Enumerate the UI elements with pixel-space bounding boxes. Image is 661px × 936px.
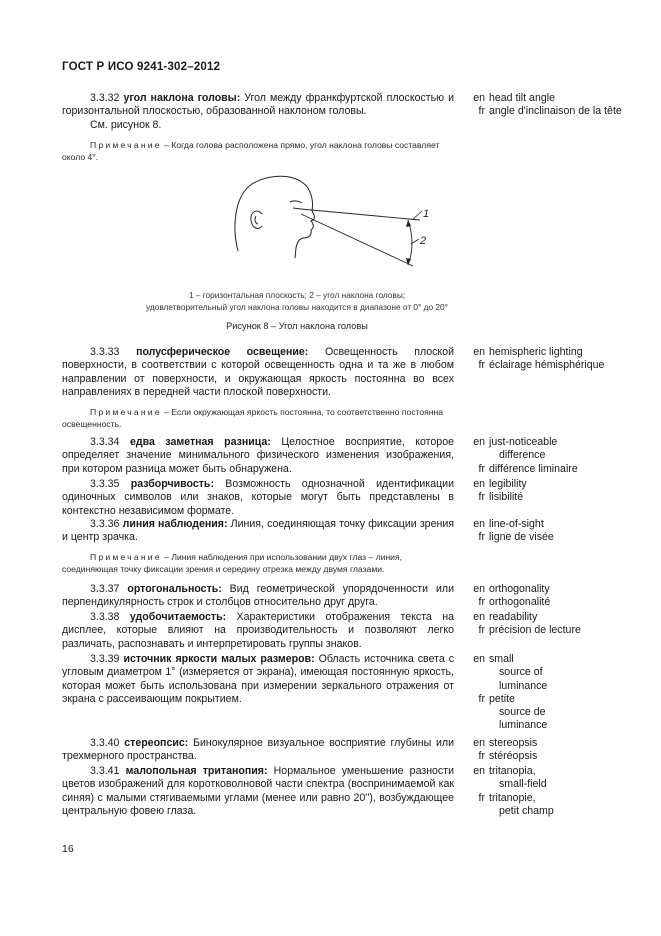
equivalents-3-3-39: en small source of luminance fr petite source de luminance bbox=[466, 653, 626, 733]
note-label: Примечание bbox=[90, 140, 162, 150]
entry-number: 3.3.41 bbox=[90, 765, 120, 777]
fr-term: stéréopsis bbox=[489, 750, 538, 763]
fr-term: précision de lecture bbox=[489, 624, 581, 637]
entry-number: 3.3.39 bbox=[90, 653, 120, 665]
fr-term: orthogonalité bbox=[489, 596, 551, 609]
entry-3-3-37 bbox=[62, 583, 454, 610]
en-term: orthogonality bbox=[489, 583, 550, 595]
page-number: 16 bbox=[62, 843, 74, 855]
head-profile-drawing bbox=[235, 176, 314, 258]
head-tilt-line bbox=[301, 214, 413, 266]
entry-3-3-41 bbox=[62, 765, 454, 818]
entry-term: удобочитаемость: bbox=[129, 611, 227, 623]
figure-legend bbox=[62, 290, 532, 313]
en-term-continued: small-field bbox=[499, 778, 547, 791]
entry-3-3-39 bbox=[62, 653, 454, 706]
equivalents-3-3-37: en orthogonality fr orthogonalité bbox=[466, 583, 626, 610]
en-term: line-of-sight bbox=[489, 518, 544, 530]
figure-legend-line-2: удовлетворительный угол наклона головы находится в диапазоне от 0° до 20° bbox=[146, 301, 448, 312]
entry-number: 3.3.40 bbox=[90, 737, 120, 749]
entry-term: едва заметная разница: bbox=[129, 436, 271, 448]
entry-definition: Характеристики отображения текста на дисплее, которые влияют на производительность и позволяют легко различать, распознавать и интерпретировать группы знаков. bbox=[62, 611, 454, 650]
entry-3-3-35 bbox=[62, 478, 454, 518]
note-label: Примечание bbox=[90, 407, 162, 417]
fr-term: petite bbox=[489, 692, 515, 705]
page-header: ГОСТ Р ИСО 9241-302–2012 bbox=[62, 61, 221, 73]
en-term-continued: luminance bbox=[499, 679, 548, 692]
en-term: tritanopia, bbox=[489, 765, 536, 777]
leader-line-1 bbox=[412, 211, 422, 220]
fr-term-continued: luminance bbox=[499, 719, 548, 732]
entry-number: 3.3.34 bbox=[90, 436, 120, 448]
en-term: stereopsis bbox=[489, 737, 538, 749]
entry-term: угол наклона головы: bbox=[123, 92, 241, 104]
entry-number: 3.3.38 bbox=[90, 611, 120, 623]
entry-3-3-32 bbox=[62, 92, 454, 132]
entry-number: 3.3.37 bbox=[90, 583, 120, 595]
entry-definition: Область источника света с угловым диаметром 1° (измеряется от экрана), имеющая постоянную яркость, которая может быть использована при измерении зеркального отражения от экрана с рассеивающим покрытием. bbox=[62, 653, 455, 705]
en-term-continued: source of bbox=[499, 666, 543, 679]
entry-term: ортогональность: bbox=[127, 583, 222, 595]
en-term: small bbox=[489, 653, 514, 665]
head-tilt-figure bbox=[190, 166, 450, 286]
entry-term: линия наблюдения: bbox=[122, 518, 228, 530]
entry-3-3-36 bbox=[62, 518, 454, 545]
en-term-continued: difference bbox=[499, 449, 546, 462]
en-term: readability bbox=[489, 611, 538, 623]
figure-legend-line-1: 1 – горизонтальная плоскость; 2 – угол наклона головы; bbox=[188, 290, 406, 300]
figure-label-1: 1 bbox=[423, 208, 430, 220]
equivalents-3-3-38: en readability fr précision de lecture bbox=[466, 611, 626, 638]
entry-term: разборчивость: bbox=[130, 478, 214, 490]
equivalents-3-3-40: en stereopsis fr stéréopsis bbox=[466, 737, 626, 764]
fr-term: tritanopie, bbox=[489, 791, 536, 804]
en-term: just-noticeable bbox=[489, 436, 558, 448]
entry-term: малопольная тританопия: bbox=[125, 765, 268, 777]
entry-number: 3.3.36 bbox=[90, 518, 120, 530]
entry-definition: Вид геометрической упорядоченности или перпендикулярность строк и столбцов относительно друг друга. bbox=[62, 583, 454, 609]
entry-term: источник яркости малых размеров: bbox=[123, 653, 315, 665]
entry-definition: Возможность однозначной идентификации одиночных символов или знаков, которые могут быть представлены в контекстно независимом формате. bbox=[62, 478, 454, 517]
arc-arrow-top bbox=[406, 220, 411, 227]
equivalents-3-3-35: en legibility fr lisibilité bbox=[466, 478, 626, 505]
equivalents-3-3-36: en line-of-sight fr ligne de visée bbox=[466, 518, 626, 545]
entry-3-3-34 bbox=[62, 436, 454, 476]
fr-term: angle d'inclinaison de la tête bbox=[489, 105, 622, 118]
note-text: Если окружающая яркость постоянна, то соответственно постоянна освещенность. bbox=[62, 407, 444, 429]
fr-term-continued: source de bbox=[499, 706, 546, 719]
tilt-angle-arc bbox=[408, 220, 412, 265]
equivalents-3-3-34: en just-noticeable difference fr différence liminaire bbox=[466, 436, 626, 476]
note-text: Когда голова расположена прямо, угол наклона головы составляет около 4°. bbox=[62, 140, 440, 162]
note-label: Примечание bbox=[90, 552, 162, 562]
entry-reference: См. рисунок 8. bbox=[90, 118, 162, 131]
note-3-3-32: Примечание – Когда голова расположена прямо, угол наклона головы составляет около 4°. bbox=[62, 140, 440, 162]
entry-definition: Целостное восприятие, которое определяет значение минимального физического изменения изображения, при котором разница может быть обнаружена. bbox=[62, 436, 454, 475]
equivalents-3-3-33: en hemispheric lighting fr éclairage hémisphérique bbox=[466, 346, 626, 373]
en-term: hemispheric lighting bbox=[489, 346, 583, 358]
note-3-3-33: Примечание – Если окружающая яркость постоянна, то соответственно постоянна освещенность. bbox=[62, 407, 444, 429]
note-3-3-36: Примечание – Линия наблюдения при использовании двух глаз – линия, соединяющая точку фиксации зрения и середину отрезка между двумя глазами. bbox=[62, 552, 403, 574]
entry-3-3-40 bbox=[62, 737, 454, 764]
horizontal-plane-line bbox=[301, 209, 420, 220]
figure-title: Рисунок 8 – Угол наклона головы bbox=[226, 321, 368, 331]
entry-definition: Линия, соединяющая точку фиксации зрения и центр зрачка. bbox=[62, 518, 454, 544]
equivalents-3-3-32: en head tilt angle fr angle d'inclinaison de la tête bbox=[466, 92, 626, 119]
en-term: legibility bbox=[489, 478, 527, 490]
entry-term: стереопсис: bbox=[124, 737, 189, 749]
en-term: head tilt angle bbox=[489, 92, 555, 104]
entry-definition: Угол между франкфуртской плоскостью и горизонтальной плоскостью, образованной наклоном головы. bbox=[62, 92, 454, 118]
equivalents-3-3-41: en tritanopia, small-field fr tritanopie, petit champ bbox=[466, 765, 626, 818]
fr-term: ligne de visée bbox=[489, 531, 554, 544]
fr-term: lisibilité bbox=[489, 491, 524, 504]
fr-term-continued: petit champ bbox=[499, 804, 554, 817]
note-text: Линия наблюдения при использовании двух глаз – линия, соединяющая точку фиксации зрения и середину отрезка между двумя глазами. bbox=[62, 552, 403, 574]
entry-3-3-38 bbox=[62, 611, 454, 651]
entry-3-3-33 bbox=[62, 346, 454, 399]
entry-number: 3.3.35 bbox=[90, 478, 120, 490]
entry-definition: Нормальное уменьшение разности цветов изображений для коротковолновой части спектра (воспринимаемой как синяя) с малыми стягиваемыми углами (менее или равно 20''), возбуждающее центральную фовею глаза. bbox=[62, 765, 455, 817]
fr-term: différence liminaire bbox=[489, 462, 578, 475]
arc-arrow-bottom bbox=[406, 258, 411, 265]
fr-term: éclairage hémisphérique bbox=[489, 359, 605, 372]
entry-definition: Бинокулярное визуальное восприятие глубины или трехмерного пространства. bbox=[62, 737, 454, 763]
entry-definition: Освещенность плоской поверхности, в соответствии с которой освещенность одна и та же в любом направлении от поверхности, и окружающая яркость постоянна во всех направлениях в передней части плоской поверхности. bbox=[62, 346, 454, 398]
entry-number: 3.3.33 bbox=[90, 346, 120, 358]
entry-term: полусферическое освещение: bbox=[136, 346, 309, 358]
entry-number: 3.3.32 bbox=[90, 92, 120, 104]
figure-label-2: 2 bbox=[420, 235, 427, 247]
